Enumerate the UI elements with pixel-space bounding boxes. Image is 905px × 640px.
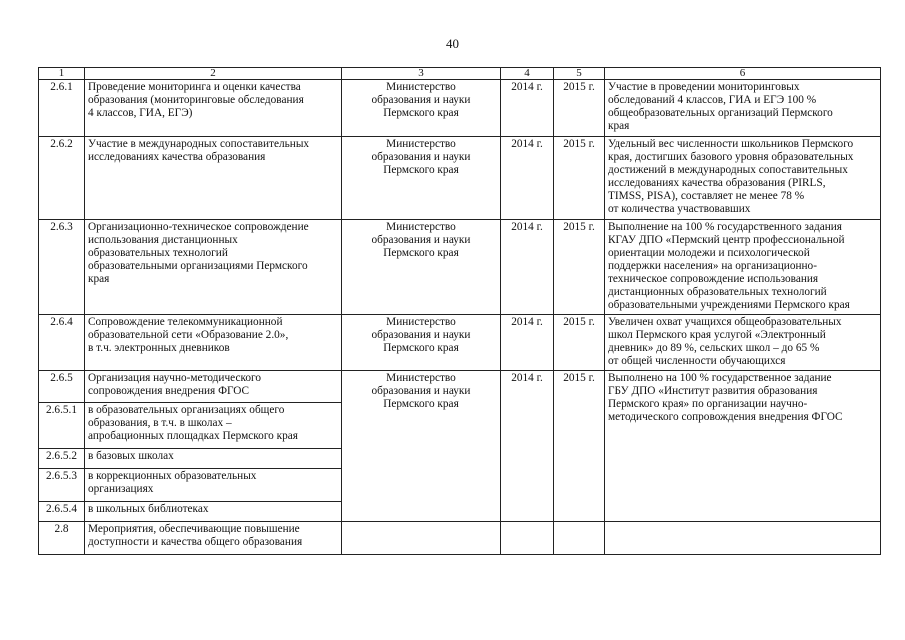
result-line: методического сопровождения внедрения ФГОС [608, 411, 843, 423]
result-line: TIMSS, PISA), составляет не менее 78 % [608, 190, 805, 202]
activity-line: в т.ч. электронных дневников [88, 342, 230, 354]
end-date: 2015 г. [554, 220, 605, 315]
start-date: 2014 г. [501, 315, 554, 371]
measures-table [38, 67, 881, 555]
result-cell [605, 371, 881, 522]
header-cell: 4 [501, 68, 554, 80]
result-cell [605, 80, 881, 137]
activity-line: Участие в международных сопоставительных [88, 138, 310, 150]
start-date: 2014 г. [501, 137, 554, 220]
activity-line: исследованиях качества образования [88, 151, 266, 163]
result-line: края [608, 120, 630, 132]
executor-line: Министерство [386, 372, 456, 384]
result-line: исследованиях качества образования (PIRLS, [608, 177, 826, 189]
activity-cell [85, 449, 342, 469]
activity-line: образовательными организациями Пермского [88, 260, 308, 272]
activity-line: использования дистанционных [88, 234, 238, 246]
result-line: КГАУ ДПО «Пермский центр профессиональной [608, 234, 845, 246]
activity-line: образования, в т.ч. в школах – [88, 417, 232, 429]
executor-line: Пермского края [383, 398, 459, 410]
result-line: Увеличен охват учащихся общеобразовательных [608, 316, 842, 328]
activity-cell [85, 220, 342, 315]
activity-line: апробационных площадках Пермского края [88, 430, 299, 442]
result-line: Участие в проведении мониторинговых [608, 81, 800, 93]
activity-line: края [88, 273, 110, 285]
row-number: 2.6.5 [39, 371, 85, 403]
activity-line: в школьных библиотеках [88, 503, 209, 515]
row-number: 2.6.2 [39, 137, 85, 220]
activity-line: образовательных технологий [88, 247, 228, 259]
executor-line: образования и науки [371, 151, 471, 163]
executor-line: образования и науки [371, 385, 471, 397]
activity-line: образования (мониторинговые обследования [88, 94, 304, 106]
end-date: 2015 г. [554, 80, 605, 137]
row-number: 2.6.5.2 [39, 449, 85, 469]
executor-line: Пермского края [383, 107, 459, 119]
executor-line: Министерство [386, 221, 456, 233]
result-cell [605, 220, 881, 315]
result-line: Пермского края» по организации научно- [608, 398, 808, 410]
activity-line: в образовательных организациях общего [88, 404, 285, 416]
executor-line: Пермского края [383, 164, 459, 176]
end-date: 2015 г. [554, 371, 605, 522]
executor-cell [342, 80, 501, 137]
result-cell [605, 137, 881, 220]
result-line: дневник» до 89 %, сельских школ – до 65 % [608, 342, 820, 354]
activity-cell [85, 502, 342, 522]
table-row [39, 522, 881, 555]
result-cell [605, 522, 881, 555]
executor-line: Министерство [386, 316, 456, 328]
header-cell: 3 [342, 68, 501, 80]
activity-cell [85, 80, 342, 137]
result-line: поддержки населения» на организационно- [608, 260, 817, 272]
end-date [554, 522, 605, 555]
activity-cell [85, 315, 342, 371]
result-line: ГБУ ДПО «Институт развития образования [608, 385, 818, 397]
table-row [39, 315, 881, 371]
executor-line: образования и науки [371, 234, 471, 246]
executor-line: образования и науки [371, 94, 471, 106]
result-line: ориентации молодежи и психологической [608, 247, 810, 259]
row-number: 2.6.4 [39, 315, 85, 371]
table-row [39, 220, 881, 315]
table-row [39, 137, 881, 220]
activity-cell [85, 522, 342, 555]
executor-line: Министерство [386, 81, 456, 93]
activity-line: в коррекционных образовательных [88, 470, 257, 482]
page-number: 40 [446, 36, 459, 51]
executor-line: Пермского края [383, 342, 459, 354]
row-number: 2.8 [39, 522, 85, 555]
activity-line: организациях [88, 483, 154, 495]
executor-cell [342, 220, 501, 315]
start-date: 2014 г. [501, 220, 554, 315]
activity-cell [85, 403, 342, 449]
result-line: школ Пермского края услугой «Электронный [608, 329, 826, 341]
result-line: от количества участвовавших [608, 203, 751, 215]
result-line: от общей численности обучающихся [608, 355, 786, 367]
header-row [39, 68, 881, 80]
result-line: Выполнено на 100 % государственное задание [608, 372, 832, 384]
header-cell: 6 [605, 68, 881, 80]
result-line: техническое сопровождение использования [608, 273, 819, 285]
row-number: 2.6.5.4 [39, 502, 85, 522]
result-line: достижений в международных сопоставительных [608, 164, 848, 176]
result-cell [605, 315, 881, 371]
end-date: 2015 г. [554, 137, 605, 220]
activity-line: в базовых школах [88, 450, 174, 462]
result-line: Выполнение на 100 % государственного задания [608, 221, 843, 233]
start-date: 2014 г. [501, 371, 554, 522]
activity-line: Мероприятия, обеспечивающие повышение [88, 523, 300, 535]
result-line: обследований 4 классов, ГИА и ЕГЭ 100 % [608, 94, 817, 106]
activity-line: доступности и качества общего образования [88, 536, 303, 548]
activity-line: 4 классов, ГИА, ЕГЭ) [88, 107, 193, 119]
activity-line: Проведение мониторинга и оценки качества [88, 81, 301, 93]
activity-cell [85, 469, 342, 502]
executor-cell [342, 371, 501, 522]
header-cell: 1 [39, 68, 85, 80]
executor-cell [342, 137, 501, 220]
activity-line: Организационно-техническое сопровождение [88, 221, 309, 233]
result-line: дистанционных образовательных технологий [608, 286, 827, 298]
result-line: общеобразовательных организаций Пермского [608, 107, 833, 119]
end-date: 2015 г. [554, 315, 605, 371]
result-line: образовательными учреждениями Пермского края [608, 299, 850, 311]
executor-cell [342, 522, 501, 555]
result-line: Удельный вес численности школьников Пермского [608, 138, 854, 150]
row-number: 2.6.3 [39, 220, 85, 315]
result-line: края, достигших базового уровня образовательных [608, 151, 854, 163]
header-cell: 2 [85, 68, 342, 80]
start-date [501, 522, 554, 555]
activity-line: сопровождения внедрения ФГОС [88, 385, 250, 397]
executor-line: Министерство [386, 138, 456, 150]
activity-cell [85, 371, 342, 403]
executor-line: образования и науки [371, 329, 471, 341]
executor-cell [342, 315, 501, 371]
activity-line: Сопровождение телекоммуникационной [88, 316, 283, 328]
activity-line: образовательной сети «Образование 2.0», [88, 329, 289, 341]
activity-line: Организация научно-методического [88, 372, 262, 384]
start-date: 2014 г. [501, 80, 554, 137]
row-number: 2.6.1 [39, 80, 85, 137]
row-number: 2.6.5.3 [39, 469, 85, 502]
activity-cell [85, 137, 342, 220]
executor-line: Пермского края [383, 247, 459, 259]
header-cell: 5 [554, 68, 605, 80]
table-row [39, 80, 881, 137]
row-number: 2.6.5.1 [39, 403, 85, 449]
table-row [39, 371, 881, 403]
